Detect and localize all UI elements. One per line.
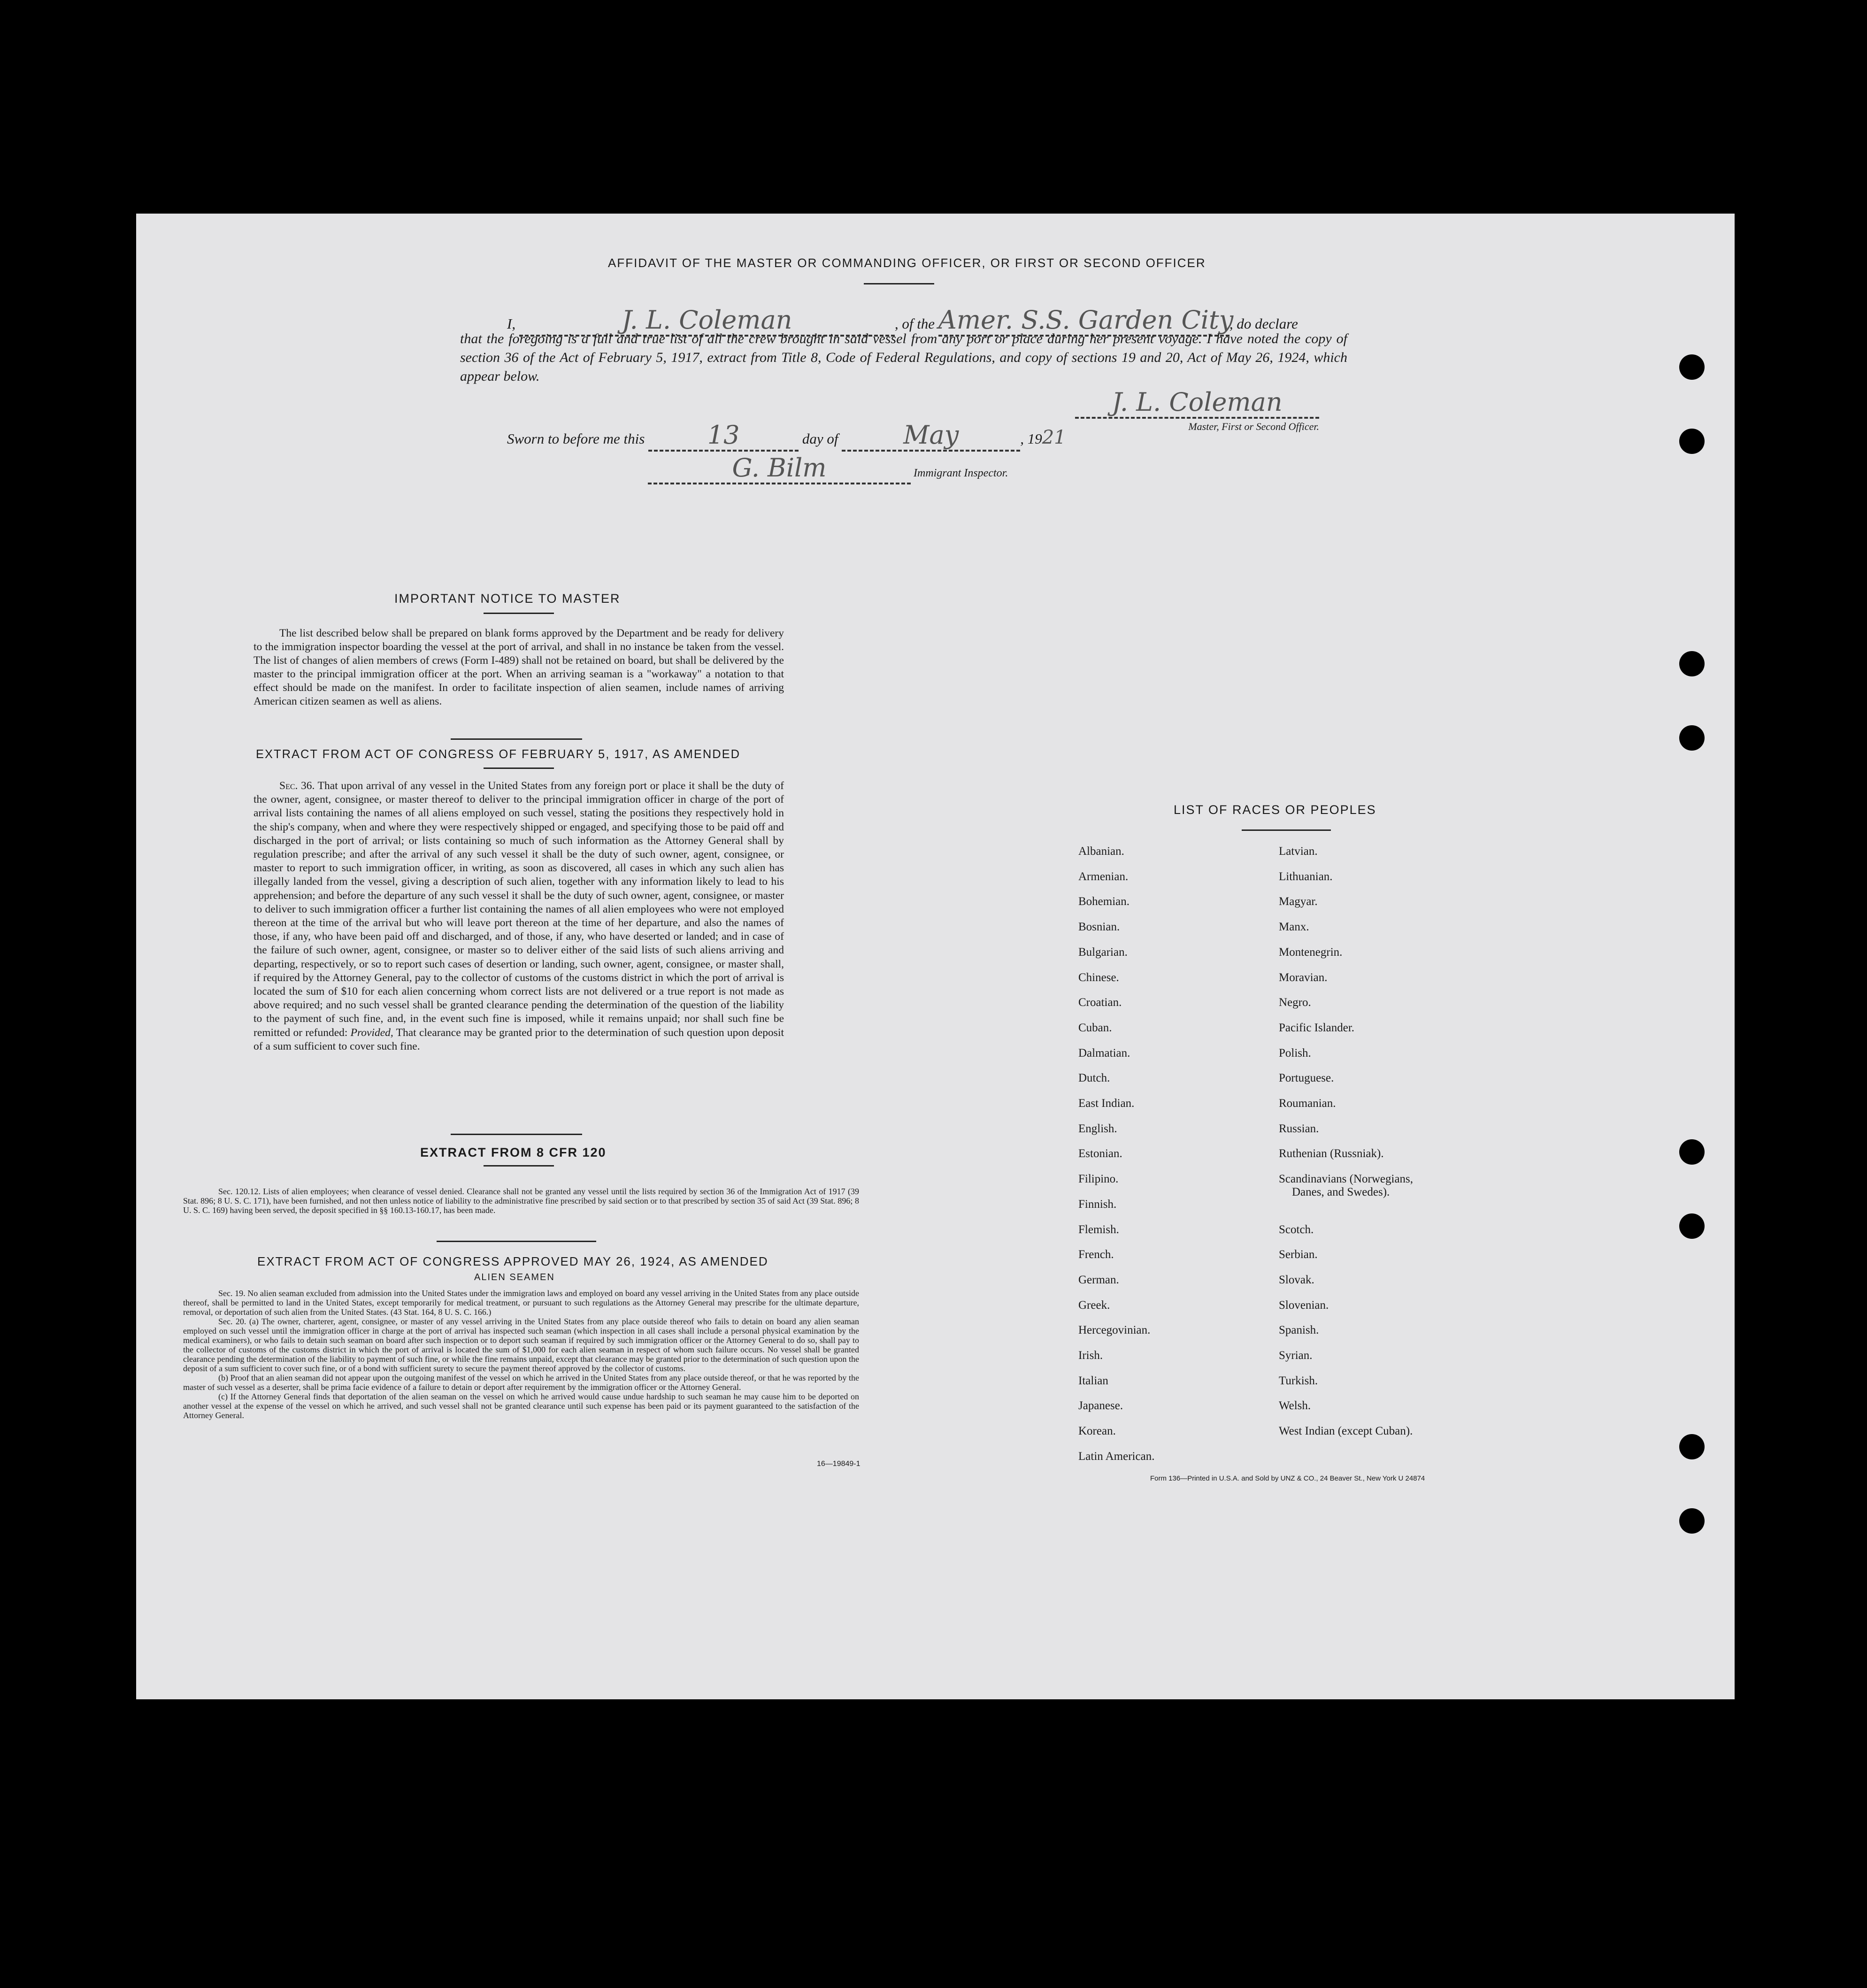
- race-item: Bosnian.: [1078, 921, 1120, 934]
- extract-1924-body: [183, 1289, 859, 1420]
- sec-20a-paragraph: Sec. 20. (a) The owner, charterer, agent, consignee, or master of any vessel arriving in the United States from any place outside thereof who fails to detain on board any alien seaman employed on such vessel until the immigration officer in charge at the port of arrival has inspected such seaman (which inspection in all cases shall include a personal physical examination by the medical examiners), or who fails to detain such seaman on board after such inspection or to deport such seaman if required by such immigration officer or the Attorney General to do so, shall pay to the collector of customs of the customs district in which the port of arrival is located the sum of $1,000 for each alien seaman in respect of whom such failure occurs. No vessel shall be granted clearance pending the determination of the liability to payment of such fine, or while the fine remains unpaid, except that clearance may be granted prior to the determination of such question upon the deposit of a sum sufficient to cover such fine, or of a bond with sufficient surety to secure the payment thereof approved by the collector of customs.: [183, 1317, 859, 1373]
- race-item: German.: [1078, 1273, 1119, 1286]
- race-item: Russian.: [1279, 1122, 1319, 1135]
- officer-name-handwritten: J. L. Coleman: [519, 305, 895, 337]
- race-item: Spanish.: [1279, 1324, 1319, 1337]
- document-page: [136, 214, 1735, 1699]
- race-item: Portuguese.: [1279, 1072, 1334, 1085]
- sworn-day-handwritten: 13: [648, 420, 799, 452]
- race-item: Slovak.: [1279, 1273, 1314, 1286]
- race-item: Japanese.: [1078, 1399, 1123, 1412]
- race-item: Latvian.: [1279, 845, 1318, 858]
- of-the-label: , of the: [894, 315, 935, 332]
- sworn-month-handwritten: May: [842, 420, 1020, 452]
- divider: [437, 1241, 596, 1242]
- extract-1924-subtitle: ALIEN SEAMEN: [474, 1272, 555, 1282]
- race-item: Irish.: [1078, 1349, 1103, 1362]
- i-label: I,: [507, 315, 516, 332]
- sec-36-text: That upon arrival of any vessel in the United States from any foreign port or place it shall be the duty of the owner, agent, consignee, or master thereof to deliver to the principal immigration officer in charge of the port of arrival lists containing the names of all aliens employed on such vessel, stating the positions they respectively hold in the ship's company, when and where they were respectively shipped or engaged, and specifying those to be paid off and discharged in the port of arrival; or lists containing so much of such information as the Attorney General shall by regulation prescribe; and after the arrival of any such vessel it shall be the duty of such owner, agent, consignee, or master to report to such immigration officer, in writing, as soon as discovered, all cases in which any such alien has illegally landed from the vessel, giving a description of such alien, together with any information likely to lead to his apprehension; and before the departure of any such vessel it shall be the duty of such owner, agent, consignee, or master to deliver to such immigration officer a further list containing the names of all alien employees who were not employed thereon at the time of the arrival but who will leave port thereon at the time of her departure, and also the names of those, if any, who have been paid off and discharged, and of those, if any, who have deserted or landed; and in case of the failure of such owner, agent, consignee, or master so to deliver either of the said lists of such aliens arriving and departing, respectively, or so to report such cases of desertion or landing, such owner, agent, consignee, or master shall, if required by the Attorney General, pay to the collector of customs of the customs district in which the port of arrival is located the sum of $10 for each alien concerning whom correct lists are not delivered or a true report is not made as above required; and no such vessel shall be granted clearance pending the determination of the question of the liability to the payment of such fine, and, in the event such fine is imposed, while it remains unpaid; nor shall such fine be remitted or refunded:: [254, 780, 784, 1039]
- divider: [451, 1134, 582, 1135]
- sworn-line: [507, 420, 1066, 452]
- race-item: Ruthenian (Russniak).: [1279, 1147, 1384, 1160]
- race-item: Magyar.: [1279, 895, 1318, 908]
- race-item: Serbian.: [1279, 1248, 1318, 1261]
- race-item: Hercegovinian.: [1078, 1324, 1151, 1337]
- form-code: 16—19849-1: [817, 1460, 861, 1468]
- binder-hole: [1679, 1434, 1705, 1459]
- race-item: Montenegrin.: [1279, 945, 1343, 959]
- race-item: Greek.: [1078, 1298, 1110, 1312]
- race-item: Bulgarian.: [1078, 945, 1128, 959]
- binder-hole: [1679, 1213, 1705, 1239]
- race-item: Slovenian.: [1279, 1298, 1329, 1312]
- binder-hole: [1679, 1139, 1705, 1165]
- year-prefix-label: , 19: [1020, 430, 1042, 447]
- race-item: Moravian.: [1279, 971, 1328, 984]
- inspector-signature-handwritten: G. Bilm: [648, 453, 911, 484]
- race-item: West Indian (except Cuban).: [1279, 1425, 1413, 1438]
- vessel-name-handwritten: Amer. S.S. Garden City: [938, 305, 1229, 337]
- extract-1924-title: EXTRACT FROM ACT OF CONGRESS APPROVED MAY 26, 1924, AS AMENDED: [257, 1254, 768, 1268]
- race-item: English.: [1078, 1122, 1117, 1135]
- binder-hole: [1679, 429, 1705, 454]
- cfr-title: EXTRACT FROM 8 CFR 120: [420, 1145, 607, 1159]
- notice-title: IMPORTANT NOTICE TO MASTER: [394, 591, 621, 606]
- proviso-text: That clearance may be granted prior to the determination of such question upon deposit of a sum sufficient to cover such fine.: [254, 1026, 784, 1052]
- sec-20c-paragraph: (c) If the Attorney General finds that deportation of the alien seaman on the vessel on which he arrived would cause undue hardship to such seaman he may cause him to be deported on another vessel at the expense of the vessel on which he arrived, and such vessel shall not be granted clearance until such expense has been paid or its payment guaranteed to the satisfaction of the Attorney General.: [183, 1392, 859, 1420]
- race-item: East Indian.: [1078, 1097, 1135, 1110]
- race-item: Finnish.: [1078, 1197, 1117, 1211]
- printer-line: Form 136—Printed in U.S.A. and Sold by UNZ & CO., 24 Beaver St., New York U 24874: [1150, 1474, 1425, 1482]
- day-of-label: day of: [802, 430, 838, 447]
- race-item: Chinese.: [1078, 971, 1119, 984]
- race-item: Roumanian.: [1279, 1097, 1336, 1110]
- race-item: Welsh.: [1279, 1399, 1311, 1412]
- race-item: Lithuanian.: [1279, 870, 1333, 883]
- races-title: LIST OF RACES OR PEOPLES: [1174, 803, 1376, 817]
- race-item: Italian: [1078, 1374, 1108, 1387]
- race-item: Cuban.: [1078, 1021, 1112, 1034]
- race-item: Manx.: [1279, 921, 1309, 934]
- race-item: Croatian.: [1078, 996, 1122, 1009]
- extract-1917-body: [254, 779, 784, 1053]
- divider: [484, 768, 554, 769]
- race-item: Dutch.: [1078, 1072, 1110, 1085]
- cfr-body: Sec. 120.12. Lists of alien employees; when clearance of vessel denied. Clearance shall not be granted any vessel until the lists required by section 36 of the Immigration Act of 1917 (39 Stat. 896; 8 U. S. C. 171), have been furnished, and not then unless notice of liability to the administrative fine prescribed by said section or to that prescribed by section 35 of said Act (39 Stat. 896; 8 U. S. C. 169) having been served, the deposit specified in §§ 160.13-160.17, has been made.: [183, 1187, 859, 1215]
- officer-signature-caption: Master, First or Second Officer.: [1188, 421, 1319, 432]
- binder-hole: [1679, 1508, 1705, 1534]
- race-item: Syrian.: [1279, 1349, 1313, 1362]
- race-item: Negro.: [1279, 996, 1311, 1009]
- race-item: Polish.: [1279, 1046, 1311, 1059]
- race-item: French.: [1078, 1248, 1114, 1261]
- divider: [864, 283, 934, 284]
- race-item: Filipino.: [1078, 1173, 1119, 1186]
- race-item: Armenian.: [1078, 870, 1129, 883]
- inspector-caption: Immigrant Inspector.: [914, 467, 1008, 479]
- race-item: Estonian.: [1078, 1147, 1122, 1160]
- sec-20b-paragraph: (b) Proof that an alien seaman did not appear upon the outgoing manifest of the vessel on which he arrived in the United States from any place outside thereof, or that he was reported by the master of such vessel as a deserter, shall be prima facie evidence of a failure to detain or deport after requirement by the immigration officer or the Attorney General.: [183, 1373, 859, 1392]
- race-item: Scandinavians (Norwegians,: [1279, 1173, 1414, 1186]
- race-item: Bohemian.: [1078, 895, 1130, 908]
- divider: [484, 613, 554, 614]
- divider: [484, 1165, 554, 1167]
- notice-body: The list described below shall be prepared on blank forms approved by the Department and be ready for delivery to the immigration inspector boarding the vessel at the port of arrival, and shall in no instance be taken from the vessel. The list of changes of alien members of crews (Form I-489) shall not be retained on board, but shall be delivered by the master to the principal immigration officer at the port. When an arriving seaman is a "workaway" a notation to that effect should be made on the manifest. In order to facilitate inspection of alien seamen, include names of arriving American citizen seamen as well as aliens.: [254, 627, 784, 707]
- race-item: Latin American.: [1078, 1450, 1155, 1463]
- officer-signature-block: [1056, 387, 1319, 433]
- binder-hole: [1679, 725, 1705, 751]
- sec-36-label: Sec. 36.: [279, 780, 315, 792]
- sec-19-paragraph: Sec. 19. No alien seaman excluded from admission into the United States under the immigration laws and employed on board any vessel arriving in the United States from any place outside thereof, shall be permitted to land in the United States, except temporarily for medical treatment, or pursuant to such regulations as the Attorney General may prescribe for the ultimate departure, removal, or deportation of such alien from the United States. (43 Stat. 164, 8 U. S. C. 166.): [183, 1289, 859, 1317]
- proviso-label: Provided,: [350, 1026, 393, 1039]
- sworn-year-handwritten: 21: [1042, 427, 1066, 448]
- extract-1917-title: EXTRACT FROM ACT OF CONGRESS OF FEBRUARY 5, 1917, AS AMENDED: [256, 748, 741, 761]
- divider: [1242, 829, 1331, 831]
- race-item: Danes, and Swedes).: [1292, 1186, 1390, 1199]
- declaration-body: that the foregoing is a full and true list of all the crew brought in said vessel from any port or place during her present voyage. I have noted the copy of section 36 of the Act of February 5, 1917, extract from Title 8, Code of Federal Regulations, and copy of sections 19 and 20, Act of May 26, 1924, which appear below.: [460, 331, 1347, 384]
- sworn-label: Sworn to before me this: [507, 430, 645, 447]
- race-item: Albanian.: [1078, 845, 1124, 858]
- race-item: Turkish.: [1279, 1374, 1318, 1387]
- inspector-line: [648, 453, 1008, 484]
- binder-hole: [1679, 651, 1705, 676]
- race-item: Dalmatian.: [1078, 1046, 1130, 1059]
- do-declare-label: , do declare: [1229, 315, 1298, 332]
- affidavit-title: AFFIDAVIT OF THE MASTER OR COMMANDING OFFICER, OR FIRST OR SECOND OFFICER: [608, 256, 1206, 270]
- officer-signature-handwritten: J. L. Coleman: [1075, 387, 1319, 419]
- binder-hole: [1679, 354, 1705, 380]
- race-item: Pacific Islander.: [1279, 1021, 1355, 1034]
- race-item: Scotch.: [1279, 1223, 1314, 1236]
- race-item: Flemish.: [1078, 1223, 1119, 1236]
- race-item: Korean.: [1078, 1425, 1116, 1438]
- divider: [451, 738, 582, 740]
